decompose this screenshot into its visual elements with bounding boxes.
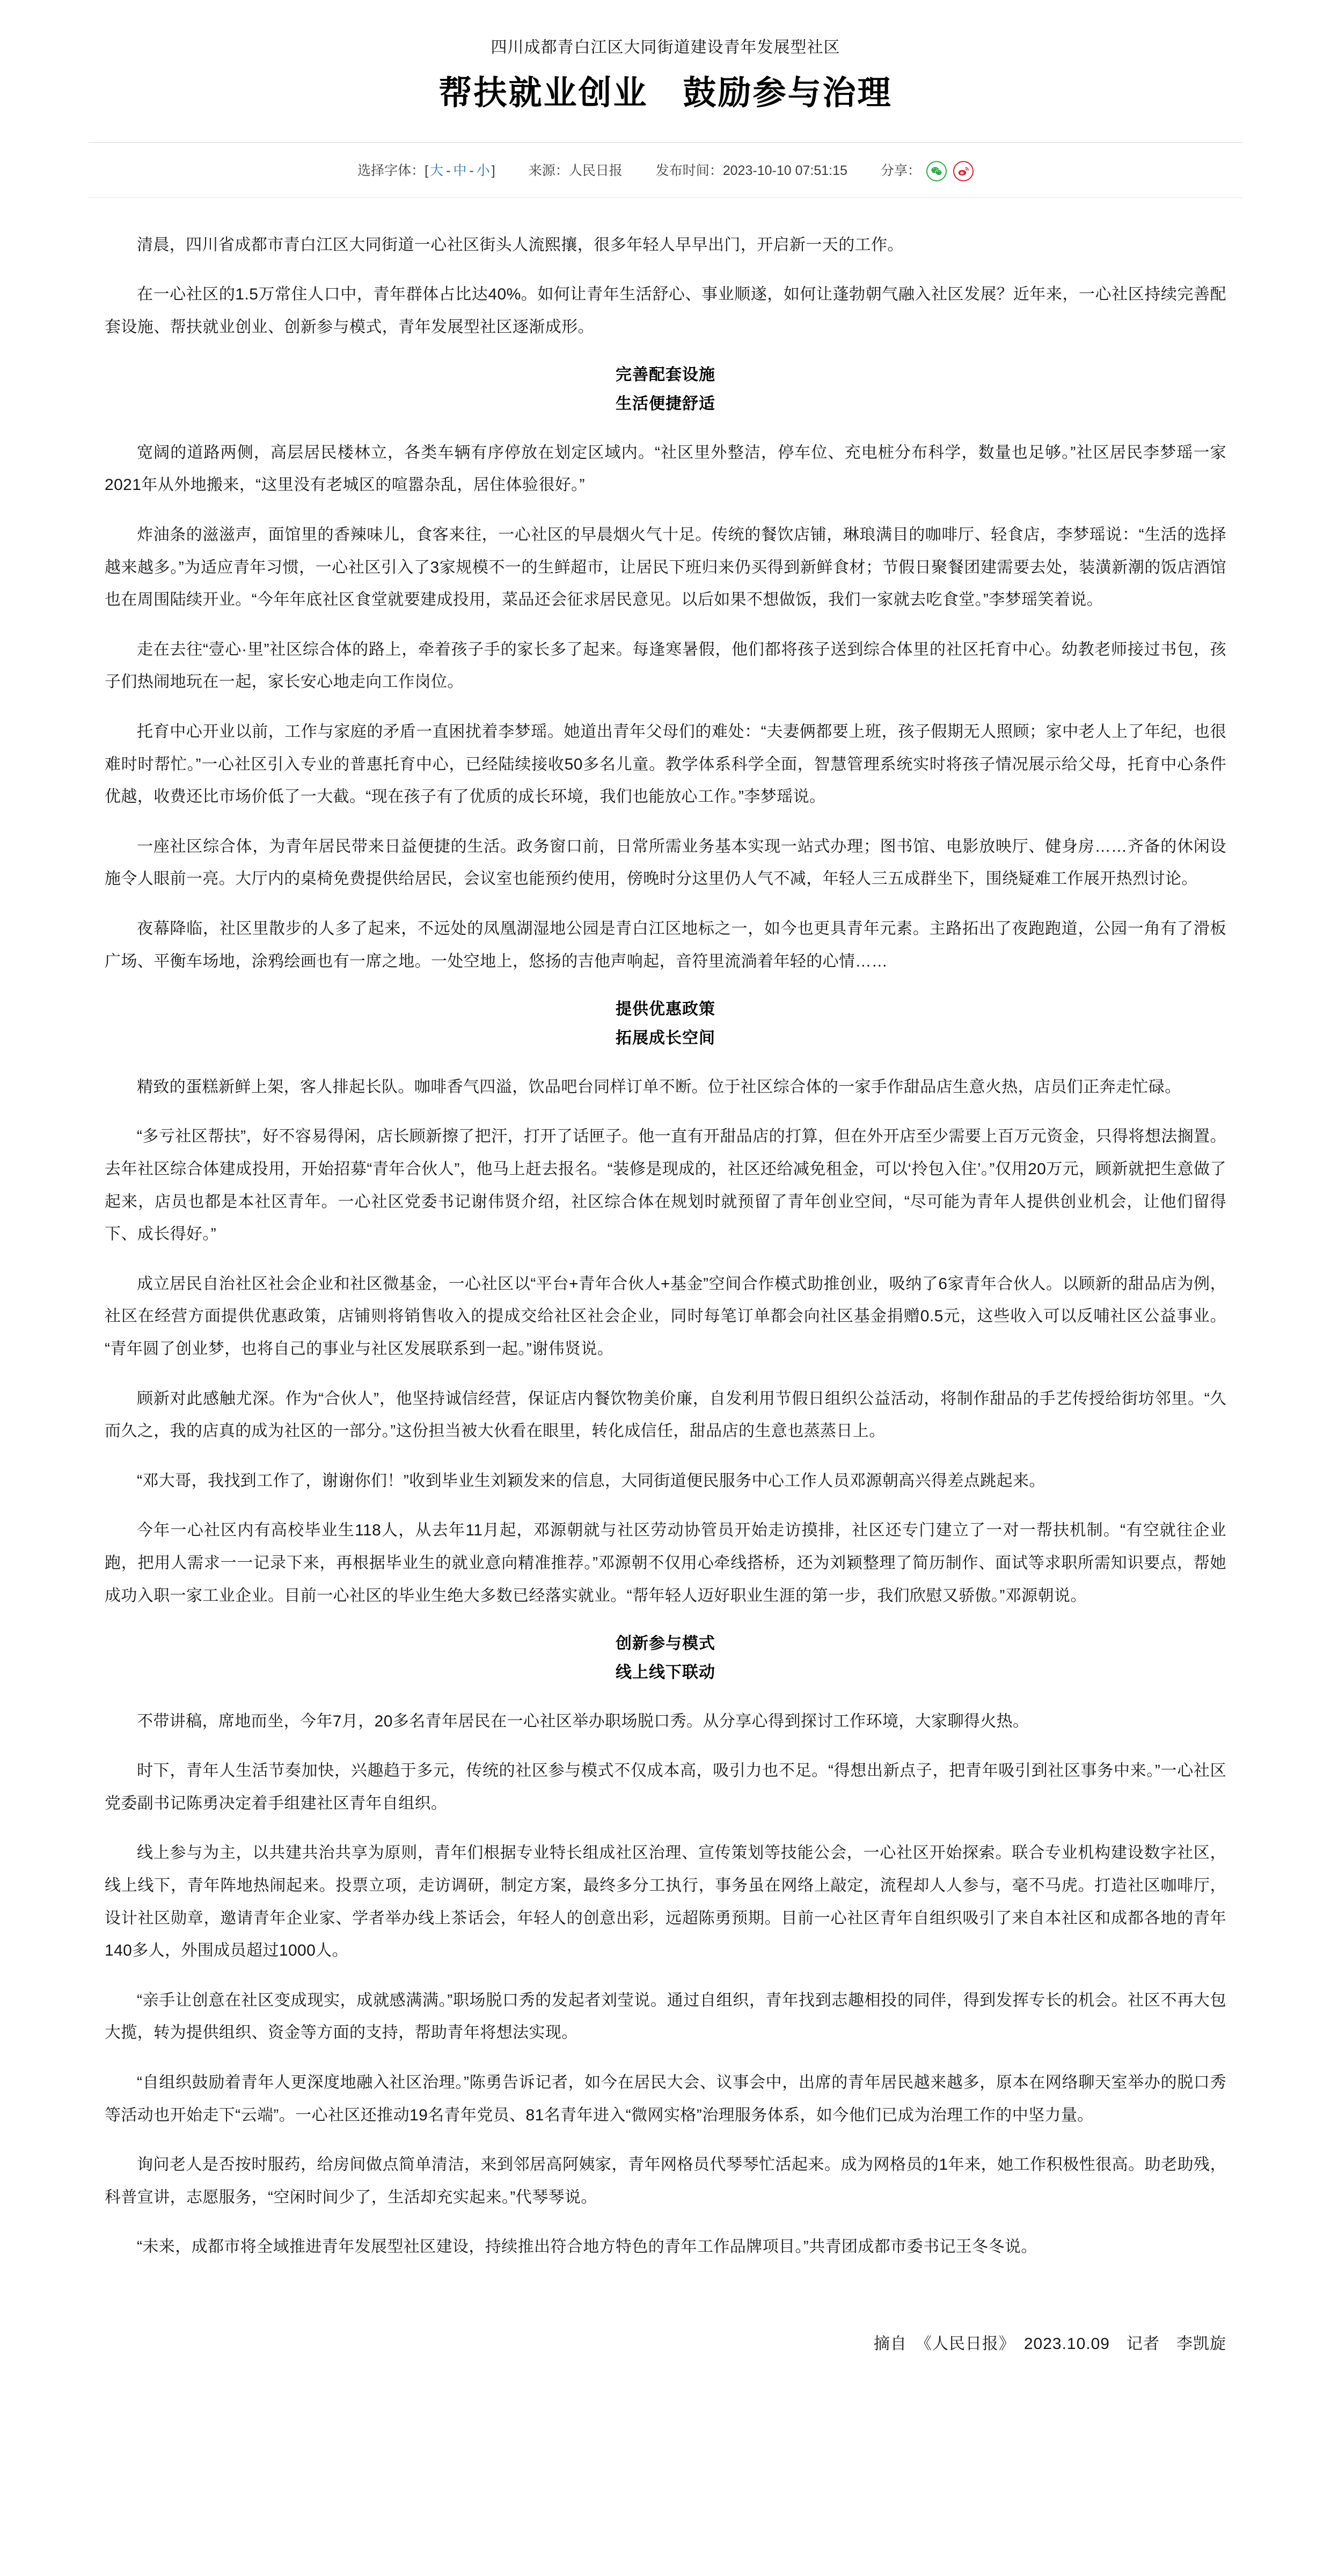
font-size-selector	[357, 164, 495, 178]
article-footer	[105, 2281, 1226, 2391]
article-paragraph: 在一心社区的1.5万常住人口中，青年群体占比达40%。如何让青年生活舒心、事业顺遂，如何让蓬勃朝气融入社区发展？近年来，一心社区持续完善配套设施、帮扶就业创业、创新参与模式，青年发展型社区逐渐成形。	[105, 286, 1226, 336]
wechat-icon[interactable]	[926, 161, 947, 181]
section-heading-line2: 生活便捷舒适	[616, 395, 715, 413]
article-meta-bar	[89, 143, 1242, 197]
article-paragraph: “自组织鼓励着青年人更深度地融入社区治理。”陈勇告诉记者，如今在居民大会、议事会中，出席的青年居民越来越多，原本在网络聊天室举办的脱口秀等活动也开始走下“云端”。一心社区还推动19名青年党员、81名青年进入“微网实格”治理服务体系，如今他们已成为治理工作的中坚力量。	[105, 2074, 1226, 2124]
share-label: 分享：	[880, 163, 921, 178]
publish-time-label: 发布时间：	[655, 163, 723, 178]
size-separator-2: -	[469, 163, 474, 178]
font-size-medium-button[interactable]: 中	[453, 163, 467, 178]
publish-time	[656, 164, 847, 178]
font-size-large-button[interactable]: 大	[430, 163, 444, 178]
font-size-label: 选择字体：	[357, 163, 425, 178]
article-paragraph: 线上参与为主，以共建共治共享为原则，青年们根据专业特长组成社区治理、宣传策划等技能公会，一心社区开始探索。联合专业机构建设数字社区，线上线下，青年阵地热闹起来。投票立项，走访调研，制定方案，最终多分工执行，事务虽在网络上敲定，流程却人人参与，毫不马虎。打造社区咖啡厅，设计社区勋章，邀请青年企业家、学者举办线上茶话会，年轻人的创意出彩，远超陈勇预期。目前一心社区青年自组织吸引了来自本社区和成都各地的青年140多人，外围成员超过1000人。	[105, 1844, 1226, 1960]
share-icon-list	[926, 161, 974, 181]
size-separator-1: -	[446, 163, 451, 178]
weibo-icon[interactable]	[953, 161, 974, 181]
article-source	[529, 164, 623, 178]
article-paragraph: 清晨，四川省成都市青白江区大同街道一心社区街头人流熙攘，很多年轻人早早出门，开启新一天的工作。	[137, 236, 904, 254]
font-size-options	[425, 164, 495, 178]
bracket-open: [	[425, 163, 429, 178]
page-title: 帮扶就业创业 鼓励参与治理	[438, 75, 893, 112]
article-paragraph: 精致的蛋糕新鲜上架，客人排起长队。咖啡香气四溢，饮品吧台同样订单不断。位于社区综合体的一家手作甜品店生意火热，店员们正奔走忙碌。	[137, 1078, 1181, 1096]
article-paragraph: 顾新对此感触尤深。作为“合伙人”，他坚持诚信经营，保证店内餐饮物美价廉，自发利用节假日组织公益活动，将制作甜品的手艺传授给街坊邻里。“久而久之，我的店真的成为社区的一部分。”这份担当被大伙看在眼里，转化成信任，甜品店的生意也蒸蒸日上。	[105, 1389, 1226, 1440]
article-paragraph: “多亏社区帮扶”，好不容易得闲，店长顾新擦了把汗，打开了话匣子。他一直有开甜品店的打算，但在外开店至少需要上百万元资金，只得将想法搁置。去年社区综合体建成投用，开始招募“青年合伙人”，他马上赶去报名。“装修是现成的，社区还给减免租金，可以‘拎包入住’。”仅用20万元，顾新就把生意做了起来，店员也都是本社区青年。一心社区党委书记谢伟贤介绍，社区综合体在规划时就预留了青年创业空间，“尽可能为青年人提供创业机会，让他们留得下、成长得好。”	[105, 1128, 1226, 1243]
article-paragraph: 一座社区综合体，为青年居民带来日益便捷的生活。政务窗口前，日常所需业务基本实现一站式办理；图书馆、电影放映厅、健身房……齐备的休闲设施令人眼前一亮。大厅内的桌椅免费提供给居民，会议室也能预约使用，傍晚时分这里仍人气不减，年轻人三五成群坐下，围绕疑难工作展开热烈讨论。	[105, 837, 1226, 888]
article-subtitle: 四川成都青白江区大同街道建设青年发展型社区	[491, 39, 840, 56]
source-credit: 摘自 《人民日报》 2023.10.09 记者 李凯旋	[873, 2335, 1226, 2353]
publish-time-value: 2023-10-10 07:51:15	[722, 163, 847, 178]
article-paragraph: 时下，青年人生活节奏加快，兴趣趋于多元，传统的社区参与模式不仅成本高，吸引力也不足。“得想出新点子，把青年吸引到社区事务中来。”一心社区党委副书记陈勇决定着手组建社区青年自组织。	[105, 1762, 1226, 1812]
section-heading-line2: 拓展成长空间	[616, 1029, 715, 1047]
share-section	[881, 161, 974, 181]
source-value: 人民日报	[568, 163, 623, 178]
article-header	[0, 0, 1331, 114]
font-size-small-button[interactable]: 小	[476, 163, 490, 178]
section-heading-line2: 线上线下联动	[616, 1663, 715, 1681]
article-paragraph: 宽阔的道路两侧，高层居民楼林立，各类车辆有序停放在划定区域内。“社区里外整洁，停车位、充电桩分布科学，数量也足够。”社区居民李梦瑶一家2021年从外地搬来，“这里没有老城区的喧嚣杂乱，居住体验很好。”	[105, 443, 1226, 494]
article-paragraph: 走在去往“壹心·里”社区综合体的路上，牵着孩子手的家长多了起来。每逢寒暑假，他们都将孩子送到综合体里的社区托育中心。幼教老师接过书包，孩子们热闹地玩在一起，家长安心地走向工作岗位。	[105, 640, 1226, 691]
section-heading-line1: 创新参与模式	[616, 1635, 715, 1653]
article-paragraph: 今年一心社区内有高校毕业生118人，从去年11月起，邓源朝就与社区劳动协管员开始走访摸排，社区还专门建立了一对一帮扶机制。“有空就往企业跑，把用人需求一一记录下来，再根据毕业生的就业意向精准推荐。”邓源朝不仅用心牵线搭桥，还为刘颖整理了简历制作、面试等求职所需知识要点，帮她成功入职一家工业企业。目前一心社区的毕业生绝大多数已经落实就业。“帮年轻人迈好职业生涯的第一步，我们欣慰又骄傲。”邓源朝说。	[105, 1521, 1226, 1605]
article-paragraph: 托育中心开业以前，工作与家庭的矛盾一直困扰着李梦瑶。她道出青年父母们的难处：“夫妻俩都要上班，孩子假期无人照顾；家中老人上了年纪，也很难时时帮忙。”一心社区引入专业的普惠托育中心，已经陆续接收50多名儿童。教学体系科学全面，智慧管理系统实时将孩子情况展示给父母，托育中心条件优越，收费还比市场价低了一大截。“现在孩子有了优质的成长环境，我们也能放心工作。”李梦瑶说。	[105, 723, 1226, 806]
article-paragraph: 不带讲稿，席地而坐，今年7月，20多名青年居民在一心社区举办职场脱口秀。从分享心得到探讨工作环境，大家聊得火热。	[137, 1712, 1029, 1730]
article-paragraph: “邓大哥，我找到工作了，谢谢你们！”收到毕业生刘颖发来的信息，大同街道便民服务中心工作人员邓源朝高兴得差点跳起来。	[137, 1472, 1045, 1490]
source-label: 来源：	[528, 163, 569, 178]
article-paragraph: 成立居民自治社区社会企业和社区微基金，一心社区以“平台+青年合伙人+基金”空间合作模式助推创业，吸纳了6家青年合伙人。以顾新的甜品店为例，社区在经营方面提供优惠政策，店铺则将销售收入的提成交给社区社会企业，同时每笔订单都会向社区基金捐赠0.5元，这些收入可以反哺社区公益事业。“青年圆了创业梦，也将自己的事业与社区发展联系到一起。”谢伟贤说。	[105, 1275, 1226, 1358]
section-heading-line1: 提供优惠政策	[616, 1000, 715, 1019]
article-paragraph: 询问老人是否按时服药，给房间做点简单清洁，来到邻居高阿姨家，青年网格员代琴琴忙活起来。成为网格员的1年来，她工作积极性很高。助老助残，科普宣讲，志愿服务，“空闲时间少了，生活却充实起来。”代琴琴说。	[105, 2156, 1226, 2206]
article-body	[105, 198, 1226, 2264]
section-heading-line1: 完善配套设施	[616, 366, 715, 384]
bracket-close: ]	[491, 163, 495, 178]
article-paragraph: 炸油条的滋滋声，面馆里的香辣味儿，食客来往，一心社区的早晨烟火气十足。传统的餐饮店铺，琳琅满目的咖啡厅、轻食店，李梦瑶说：“生活的选择越来越多。”为适应青年习惯，一心社区引入了3家规模不一的生鲜超市，让居民下班归来仍买得到新鲜食材；节假日聚餐团建需要去处，装潢新潮的饭店酒馆也在周围陆续开业。“今年年底社区食堂就要建成投用，菜品还会征求居民意见。以后如果不想做饭，我们一家就去吃食堂。”李梦瑶笑着说。	[105, 526, 1226, 609]
article-paragraph: “未来，成都市将全域推进青年发展型社区建设，持续推出符合地方特色的青年工作品牌项目。”共青团成都市委书记王冬冬说。	[137, 2238, 1037, 2256]
article-paragraph: 夜幕降临，社区里散步的人多了起来，不远处的凤凰湖湿地公园是青白江区地标之一，如今也更具青年元素。主路拓出了夜跑跑道，公园一角有了滑板广场、平衡车场地，涂鸦绘画也有一席之地。一处空地上，悠扬的吉他声响起，音符里流淌着年轻的心情……	[105, 920, 1226, 970]
article-paragraph: “亲手让创意在社区变成现实，成就感满满。”职场脱口秀的发起者刘莹说。通过自组织，青年找到志趣相投的同伴，得到发挥专长的机会。社区不再大包大揽，转为提供组织、资金等方面的支持，帮助青年将想法实现。	[105, 1991, 1226, 2042]
